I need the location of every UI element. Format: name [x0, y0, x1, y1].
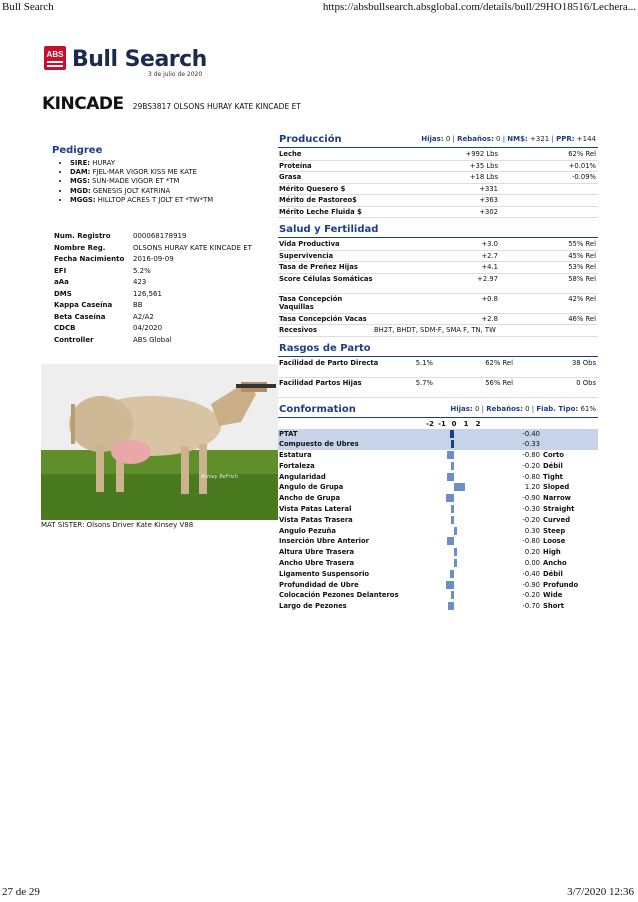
trait-value: -0.20: [522, 515, 540, 524]
trait-label: Tasa Concepción Vaquillas: [279, 294, 343, 311]
scale-tick: 2: [475, 419, 481, 428]
conformation-header: [278, 402, 598, 418]
info-row: [54, 232, 256, 244]
trait-value: +2.8: [481, 314, 498, 323]
trait-rel: 62% Rel: [568, 150, 596, 158]
conformation-row: [278, 515, 598, 526]
trait-value: +0.8: [481, 294, 498, 303]
trait-value: -0.70: [522, 602, 540, 611]
trait-obs: 0 Obs: [576, 378, 596, 387]
trait-descriptor: Wide: [543, 591, 563, 600]
trait-descriptor: Corto: [543, 451, 564, 460]
pedigree-key: MGS:: [70, 177, 90, 186]
trait-value: 5.1%: [415, 358, 433, 367]
trait-descriptor: Sloped: [543, 483, 570, 492]
info-label: Kappa Caseína: [54, 301, 113, 309]
pedigree-key: MGGS:: [70, 195, 96, 204]
conformation-row: [278, 482, 598, 493]
conformation-row: [278, 526, 598, 537]
trait-bar: [451, 505, 454, 513]
conformation-row: [278, 439, 598, 450]
conformation-row: [278, 601, 598, 612]
trait-bar: [451, 516, 454, 524]
conformation-row: [278, 569, 598, 580]
scale-tick: -2: [426, 419, 434, 428]
scale-tick: 1: [463, 419, 469, 428]
trait-bar: [447, 473, 454, 481]
trait-label: Altura Ubre Trasera: [279, 548, 355, 557]
trait-label: Tasa de Preñez Hijas: [279, 263, 358, 271]
trait-label: Facilidad de Parto Directa: [279, 358, 379, 367]
trait-value: -0.20: [522, 461, 540, 470]
salud-table: [278, 239, 598, 325]
trait-descriptor: Narrow: [543, 494, 571, 503]
trait-rel: 53% Rel: [568, 263, 596, 271]
trait-label: Ancho de Grupa: [279, 494, 341, 503]
trait-value: +302: [479, 207, 498, 216]
pedigree-value: FJEL-MAR VIGOR KISS ME KATE: [92, 168, 197, 177]
page-url: https://absbullsearch.absglobal.com/details/bull/29HO18516/Lechera...: [322, 1, 636, 13]
trait-value: +363: [479, 196, 498, 204]
trait-label: Compuesto de Ubres: [279, 440, 359, 449]
photo-caption: MAT SISTER: Olsons Driver Kate Kinsey V88: [41, 521, 194, 529]
trait-value: -0.80: [522, 451, 540, 460]
info-label: EFI: [54, 266, 67, 275]
recesivos-value: BH2T, BHDT, SDM-F, SMA F, TN, TW: [374, 326, 496, 334]
info-value: 126,561: [133, 289, 162, 298]
trait-value: -0.90: [522, 494, 540, 503]
conformation-row: [278, 558, 598, 569]
brand-name: Bull Search: [72, 47, 207, 72]
salud-row: [278, 251, 598, 263]
info-value: ABS Global: [133, 335, 172, 344]
info-label: DMS: [54, 289, 72, 298]
produccion-row: [278, 184, 598, 196]
trait-descriptor: High: [543, 548, 561, 557]
trait-label: Estatura: [279, 451, 312, 460]
pedigree-value: GENESIS JOLT KATRINA: [92, 186, 171, 195]
trait-label: Angulo Pezuña: [279, 526, 336, 535]
conformation-row: [278, 461, 598, 472]
info-row: [54, 290, 256, 302]
info-label: Controller: [54, 335, 94, 344]
trait-value: +35 Lbs: [469, 161, 498, 170]
parto-row: [278, 378, 598, 398]
trait-label: Ligamento Suspensorio: [279, 569, 370, 578]
conformation-title: Conformation: [279, 403, 356, 415]
pedigree-value: SUN-MADE VIGOR ET *TM: [92, 177, 180, 186]
info-row: [54, 336, 256, 348]
trait-value: +4.1: [481, 263, 498, 271]
trait-value: 0.30: [524, 526, 540, 535]
pedigree-value: HURAY: [92, 159, 116, 167]
info-value: A2/A2: [133, 312, 154, 321]
trait-label: Inserción Ubre Anterior: [279, 537, 369, 546]
trait-bar: [451, 591, 454, 599]
trait-label: Leche: [279, 150, 302, 158]
produccion-stats: Hijas: 0 | Rebaños: 0 | NM$: +321 | PPR: +144: [421, 135, 596, 143]
info-row: [54, 255, 256, 267]
trait-value: -0.30: [522, 505, 540, 514]
trait-descriptor: Steep: [543, 526, 566, 535]
conformation-row: [278, 580, 598, 591]
pedigree-item: [70, 168, 282, 177]
trait-bar: [454, 548, 457, 556]
scale-tick: 0: [451, 419, 457, 428]
trait-label: Fortaleza: [279, 461, 315, 470]
trait-label: Mérito de Pastoreo$: [279, 196, 357, 204]
trait-rel: 46% Rel: [568, 314, 596, 323]
salud-row: [278, 262, 598, 274]
trait-label: Grasa: [279, 173, 302, 181]
conformation-row: [278, 493, 598, 504]
info-label: Num. Registro: [54, 232, 111, 240]
trait-obs: 38 Obs: [571, 358, 596, 367]
trait-label: Score Células Somáticas: [279, 274, 373, 283]
trait-descriptor: Loose: [543, 537, 566, 546]
trait-bar: [454, 559, 457, 567]
photo-watermark: Ashley BeFrich: [201, 474, 238, 480]
info-value: 2016-09-09: [133, 255, 174, 263]
conformation-table: [278, 429, 598, 613]
pedigree-title: Pedigree: [52, 145, 103, 156]
report-date: 3 de julio de 2020: [148, 71, 203, 78]
produccion-row: [278, 207, 598, 219]
produccion-row: [278, 149, 598, 161]
info-label: Fecha Nacimiento: [54, 255, 125, 263]
print-footer: [0, 886, 638, 902]
pedigree-item: [70, 159, 282, 168]
salud-row: [278, 239, 598, 251]
recesivos-label: Recesivos: [279, 326, 318, 334]
trait-bar: [447, 451, 454, 459]
trait-bar: [450, 430, 454, 438]
traits-panel: [278, 132, 598, 612]
abs-logo: [44, 46, 66, 70]
trait-label: Angulo de Grupa: [279, 483, 344, 492]
trait-label: Largo de Pezones: [279, 602, 347, 611]
trait-value: -0.33: [522, 440, 540, 449]
parto-table: [278, 358, 598, 398]
trait-bar: [448, 602, 454, 610]
trait-descriptor: Straight: [543, 505, 575, 514]
trait-descriptor: Profundo: [543, 580, 579, 589]
page-number: 27 de 29: [2, 886, 40, 898]
conformation-row: [278, 504, 598, 515]
trait-label: Angularidad: [279, 472, 326, 481]
salud-row: [278, 274, 598, 294]
conformation-row: [278, 536, 598, 547]
pedigree-item: [70, 187, 282, 196]
trait-label: Facilidad Partos Hijas: [279, 378, 362, 387]
trait-value: -0.80: [522, 472, 540, 481]
info-value: 000068178919: [133, 232, 187, 240]
pedigree-key: SIRE:: [70, 159, 91, 167]
trait-descriptor: Curved: [543, 515, 571, 524]
trait-rel: +0.01%: [568, 161, 596, 170]
info-row: [54, 324, 256, 336]
pedigree-key: MGD:: [70, 186, 91, 195]
conformation-stats: Hijas: 0 | Rebaños: 0 | Fiab. Tipo: 61%: [450, 404, 596, 413]
conformation-row: [278, 590, 598, 601]
trait-value: -0.80: [522, 537, 540, 546]
parto-title: Rasgos de Parto: [279, 342, 371, 354]
info-label: Nombre Reg.: [54, 243, 106, 252]
trait-label: Vista Patas Lateral: [279, 505, 352, 514]
pedigree-item: [70, 196, 282, 205]
trait-value: +2.7: [481, 251, 498, 260]
bull-title: [42, 94, 301, 114]
trait-label: Mérito Quesero $: [279, 184, 346, 193]
info-row: [54, 301, 256, 313]
trait-rel: 62% Rel: [485, 358, 513, 367]
trait-bar: [446, 581, 454, 589]
trait-label: Supervivencia: [279, 251, 334, 260]
print-datetime: 3/7/2020 12:36: [567, 886, 634, 898]
salud-title: Salud y Fertilidad: [279, 224, 379, 235]
info-value: BB: [133, 301, 143, 309]
produccion-header: [278, 132, 598, 148]
trait-rel: 42% Rel: [568, 294, 596, 303]
pedigree-list: [52, 159, 282, 205]
trait-label: Mérito Leche Fluida $: [279, 207, 362, 216]
salud-row: [278, 314, 598, 326]
trait-value: -0.40: [522, 569, 540, 578]
trait-rel: 55% Rel: [568, 240, 596, 248]
logo-text: ABS: [46, 50, 64, 59]
trait-label: PTAT: [279, 429, 298, 438]
info-row: [54, 244, 256, 256]
trait-value: +2.97: [477, 274, 498, 283]
trait-value: +18 Lbs: [469, 173, 498, 181]
trait-bar: [454, 527, 457, 535]
logo-stripe: [47, 65, 63, 67]
trait-descriptor: Short: [543, 602, 565, 611]
conformation-row: [278, 450, 598, 461]
trait-descriptor: Débil: [543, 569, 563, 578]
trait-rel: -0.09%: [571, 173, 596, 181]
trait-rel: 56% Rel: [485, 378, 513, 387]
conformation-row: [278, 472, 598, 483]
trait-descriptor: Ancho: [543, 559, 567, 568]
trait-value: 1.20: [524, 483, 540, 492]
parto-row: [278, 358, 598, 378]
produccion-table: [278, 149, 598, 218]
trait-descriptor: Débil: [543, 461, 563, 470]
trait-descriptor: Tight: [543, 472, 563, 481]
trait-value: -0.90: [522, 580, 540, 589]
pedigree-value: HILLTOP ACRES T JOLT ET *TW*TM: [97, 195, 214, 204]
pedigree-section: [52, 145, 282, 205]
trait-bar: [447, 537, 454, 545]
info-value: 423: [133, 278, 147, 286]
info-row: [54, 278, 256, 290]
trait-value: 5.7%: [415, 378, 433, 387]
bull-name: KINCADE: [42, 94, 124, 114]
bull-info-table: [54, 232, 256, 347]
trait-value: +992 Lbs: [465, 150, 498, 158]
trait-value: +3.0: [481, 240, 498, 248]
trait-label: Vista Patas Trasera: [279, 515, 353, 524]
trait-bar: [451, 462, 454, 470]
print-header: [0, 0, 638, 16]
trait-rel: 58% Rel: [568, 274, 596, 283]
parto-header: [278, 341, 598, 357]
info-value: 5.2%: [133, 266, 151, 275]
trait-label: Profundidad de Ubre: [279, 580, 359, 589]
produccion-row: [278, 172, 598, 184]
trait-label: Vida Productiva: [279, 240, 340, 248]
logo-stripe: [47, 61, 63, 63]
trait-label: Colocación Pezones Delanteros: [279, 591, 399, 600]
conformation-row: [278, 429, 598, 440]
pedigree-item: [70, 177, 282, 186]
page-title: Bull Search: [2, 1, 54, 13]
trait-label: Ancho Ubre Trasera: [279, 559, 355, 568]
trait-value: 0.00: [524, 559, 540, 568]
produccion-row: [278, 161, 598, 173]
info-label: Beta Caseína: [54, 312, 106, 321]
trait-bar: [451, 440, 454, 448]
bull-reg-full: 29BS3817 OLSONS HURAY KATE KINCADE ET: [132, 102, 301, 111]
pedigree-key: DAM:: [70, 168, 91, 177]
trait-bar: [450, 570, 454, 578]
trait-bar: [454, 483, 465, 491]
recesivos-row: [278, 325, 598, 337]
info-row: [54, 267, 256, 279]
trait-rel: 45% Rel: [568, 251, 596, 260]
info-label: aAa: [54, 278, 69, 286]
info-value: OLSONS HURAY KATE KINCADE ET: [133, 243, 252, 252]
cow-image: [41, 364, 278, 520]
scale-tick: -1: [438, 419, 446, 428]
cow-photo: [41, 364, 278, 520]
info-row: [54, 313, 256, 325]
produccion-title: Producción: [279, 134, 342, 145]
trait-label: Proteína: [279, 161, 312, 170]
conformation-scale: [278, 419, 598, 429]
info-value: 04/2020: [133, 324, 163, 332]
salud-header: [278, 222, 598, 238]
conformation-row: [278, 547, 598, 558]
trait-value: -0.20: [522, 591, 540, 600]
salud-row: [278, 294, 598, 314]
trait-value: 0.20: [524, 548, 540, 557]
info-label: CDCB: [54, 324, 76, 332]
trait-value: +331: [479, 184, 498, 193]
trait-label: Tasa Concepción Vacas: [279, 314, 367, 323]
produccion-row: [278, 195, 598, 207]
trait-bar: [446, 494, 454, 502]
trait-value: -0.40: [522, 429, 540, 438]
